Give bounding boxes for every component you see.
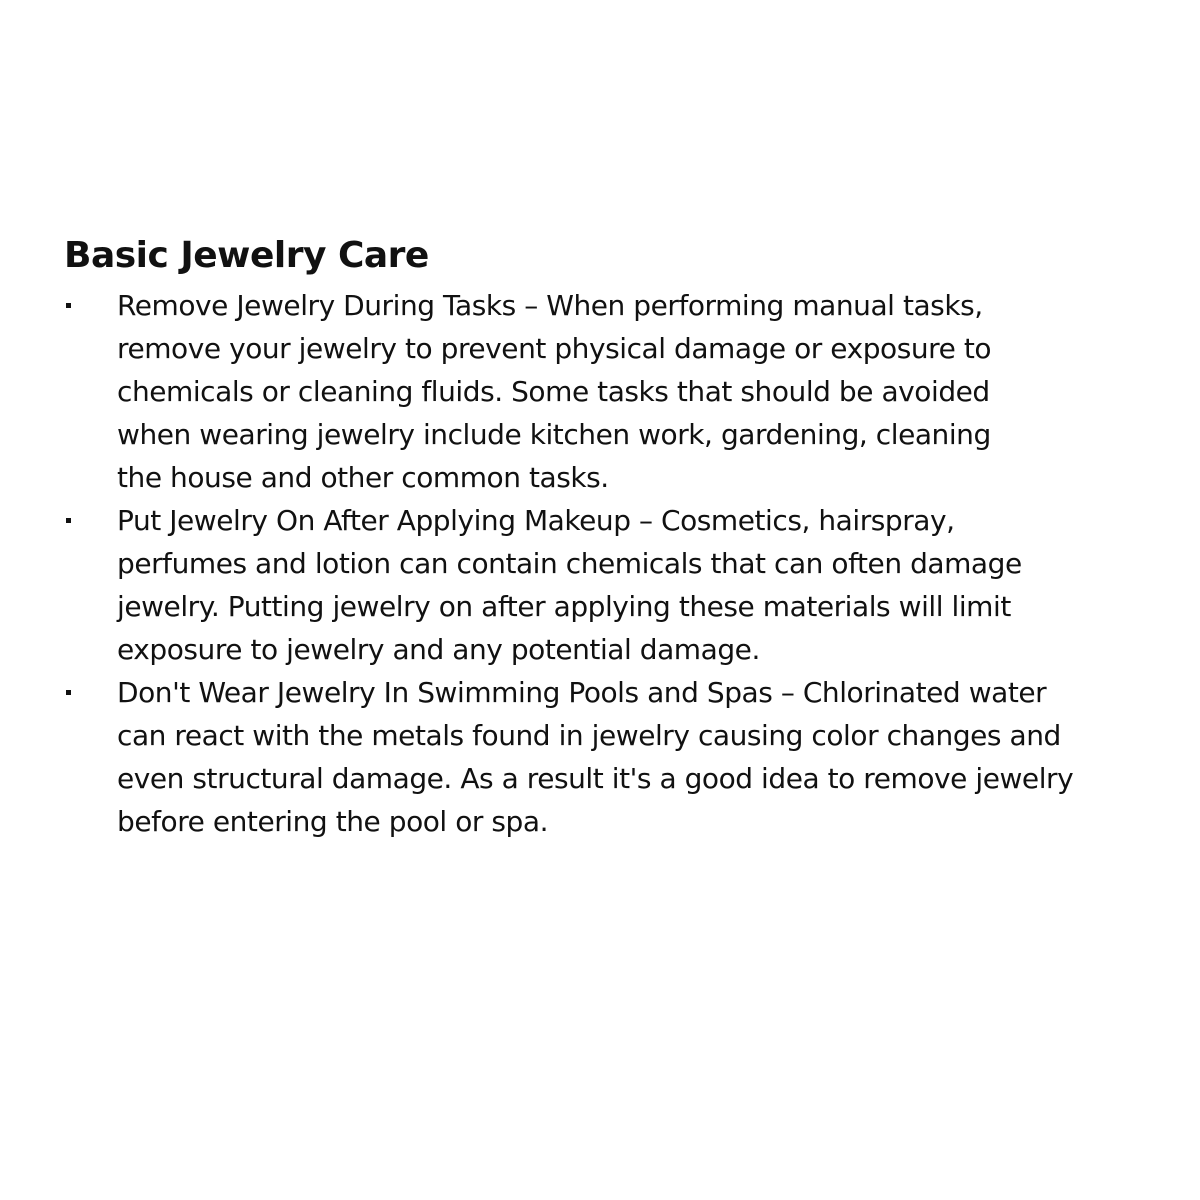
list-item-line: Put Jewelry On After Applying Makeup – Cosmetics, hairspray, (117, 504, 955, 537)
care-tips-list (64, 284, 1174, 843)
list-item-line: before entering the pool or spa. (117, 805, 549, 838)
list-item (64, 284, 1174, 499)
list-item-line: even structural damage. As a result it's a good idea to remove jewelry (117, 762, 1074, 795)
list-item (64, 671, 1174, 843)
list-item (64, 499, 1174, 671)
list-item-line: remove your jewelry to prevent physical damage or exposure to (117, 332, 992, 365)
list-item-line: chemicals or cleaning fluids. Some tasks that should be avoided (117, 375, 990, 408)
list-item-line: perfumes and lotion can contain chemicals that can often damage (117, 547, 1022, 580)
list-item-line: when wearing jewelry include kitchen work, gardening, cleaning (117, 418, 991, 451)
document-title: Basic Jewelry Care (64, 235, 429, 276)
list-item-line: can react with the metals found in jewelry causing color changes and (117, 719, 1061, 752)
jewelry-care-document (64, 232, 1174, 843)
list-item-line: the house and other common tasks. (117, 461, 609, 494)
bullet-icon (66, 518, 71, 523)
bullet-icon (66, 303, 71, 308)
list-item-line: Remove Jewelry During Tasks – When performing manual tasks, (117, 289, 983, 322)
list-item-line: jewelry. Putting jewelry on after applying these materials will limit (117, 590, 1011, 623)
list-item-line: exposure to jewelry and any potential damage. (117, 633, 760, 666)
list-item-line: Don't Wear Jewelry In Swimming Pools and Spas – Chlorinated water (117, 676, 1047, 709)
bullet-icon (66, 690, 71, 695)
